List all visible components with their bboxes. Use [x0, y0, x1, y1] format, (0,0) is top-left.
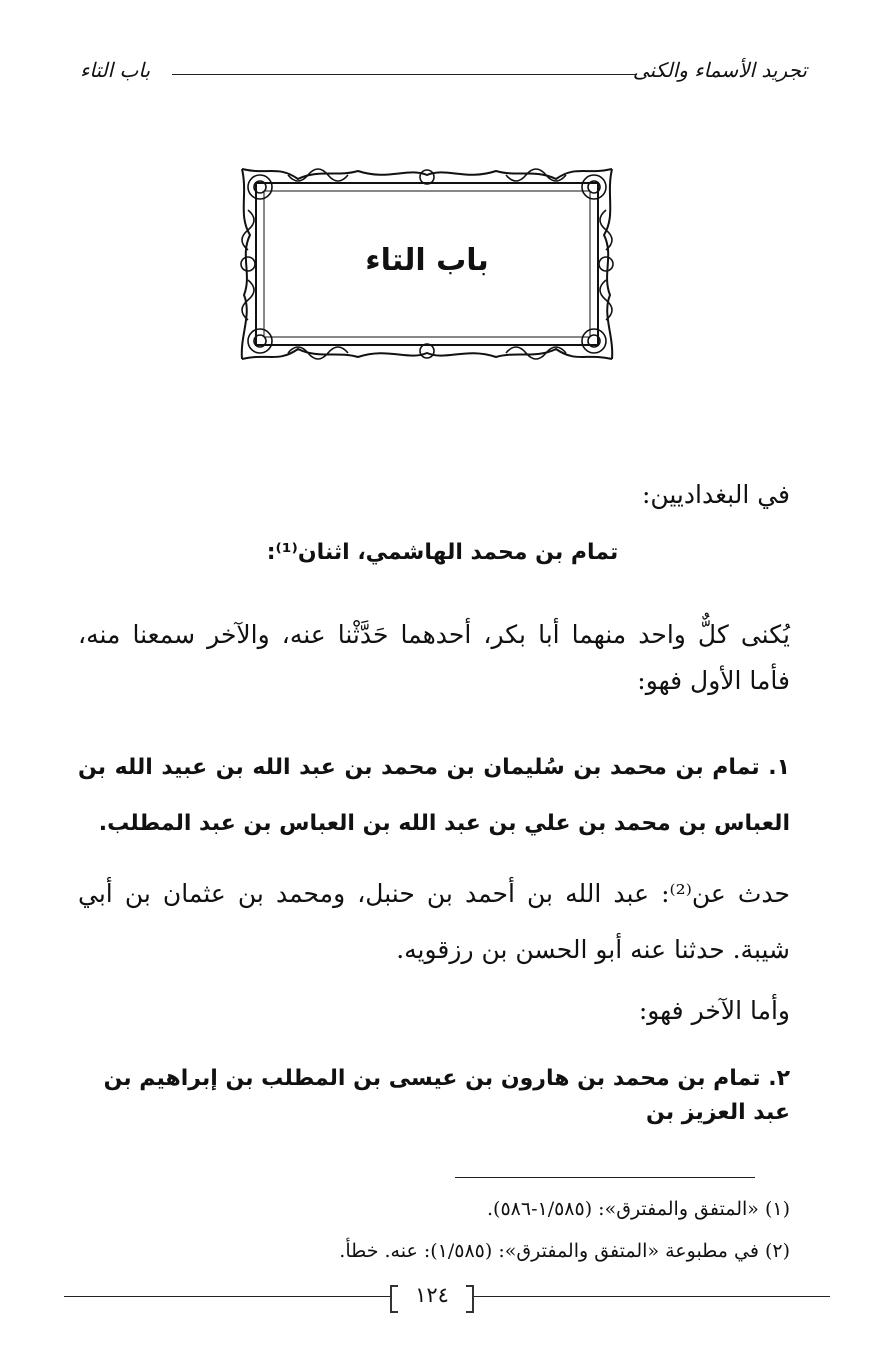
entry-2-name: ٢. تمام بن محمد بن هارون بن عيسى بن المطلب بن إبراهيم بن عبد العزيز بن — [103, 1066, 790, 1125]
second-intro: وأما الآخر فهو: — [638, 996, 790, 1025]
page-number-bracket-left — [390, 1285, 398, 1313]
running-header-section-title: باب التاء — [80, 58, 151, 82]
page-number-bracket-right — [466, 1285, 474, 1313]
chapter-title: باب التاء — [365, 243, 489, 278]
footnote-rule — [455, 1177, 755, 1178]
entry-1-text: حدث عن⁽²⁾: عبد الله بن أحمد بن حنبل، ومحمد بن عثمان بن أبي شيبة. حدثنا عنه أبو الحسن بن رزقويه. — [78, 879, 790, 964]
running-header — [80, 52, 807, 88]
entry-heading: تمام بن محمد الهاشمي، اثنان⁽¹⁾: — [266, 540, 619, 565]
running-header-book-title: تجريد الأسماء والكنى — [632, 58, 807, 82]
page-number-rule-left — [64, 1296, 390, 1297]
running-header-rule — [172, 74, 637, 75]
footnote-1: (١) «المتفق والمفترق»: (١/٥٨٥-٥٨٦). — [486, 1198, 790, 1220]
chapter-ornamental-frame — [238, 165, 616, 363]
group-intro: في البغداديين: — [641, 480, 790, 509]
entry-1-name: ١. تمام بن محمد بن سُليمان بن محمد بن عبد الله بن عبيد الله بن العباس بن محمد بن علي بن عبد الله بن العباس بن عبد المطلب. — [78, 755, 790, 836]
footnote-2: (٢) في مطبوعة «المتفق والمفترق»: (١/٥٨٥): عنه. خطأ. — [339, 1240, 790, 1262]
page-number-value: ١٢٤ — [415, 1283, 449, 1307]
page-number — [390, 1283, 474, 1313]
intro-paragraph: يُكنى كلٌّ واحد منهما أبا بكر، أحدهما حَدَّثْنا عنه، والآخر سمعنا منه، فأما الأول فهو: — [78, 620, 790, 695]
page-number-rule-right — [474, 1296, 830, 1297]
